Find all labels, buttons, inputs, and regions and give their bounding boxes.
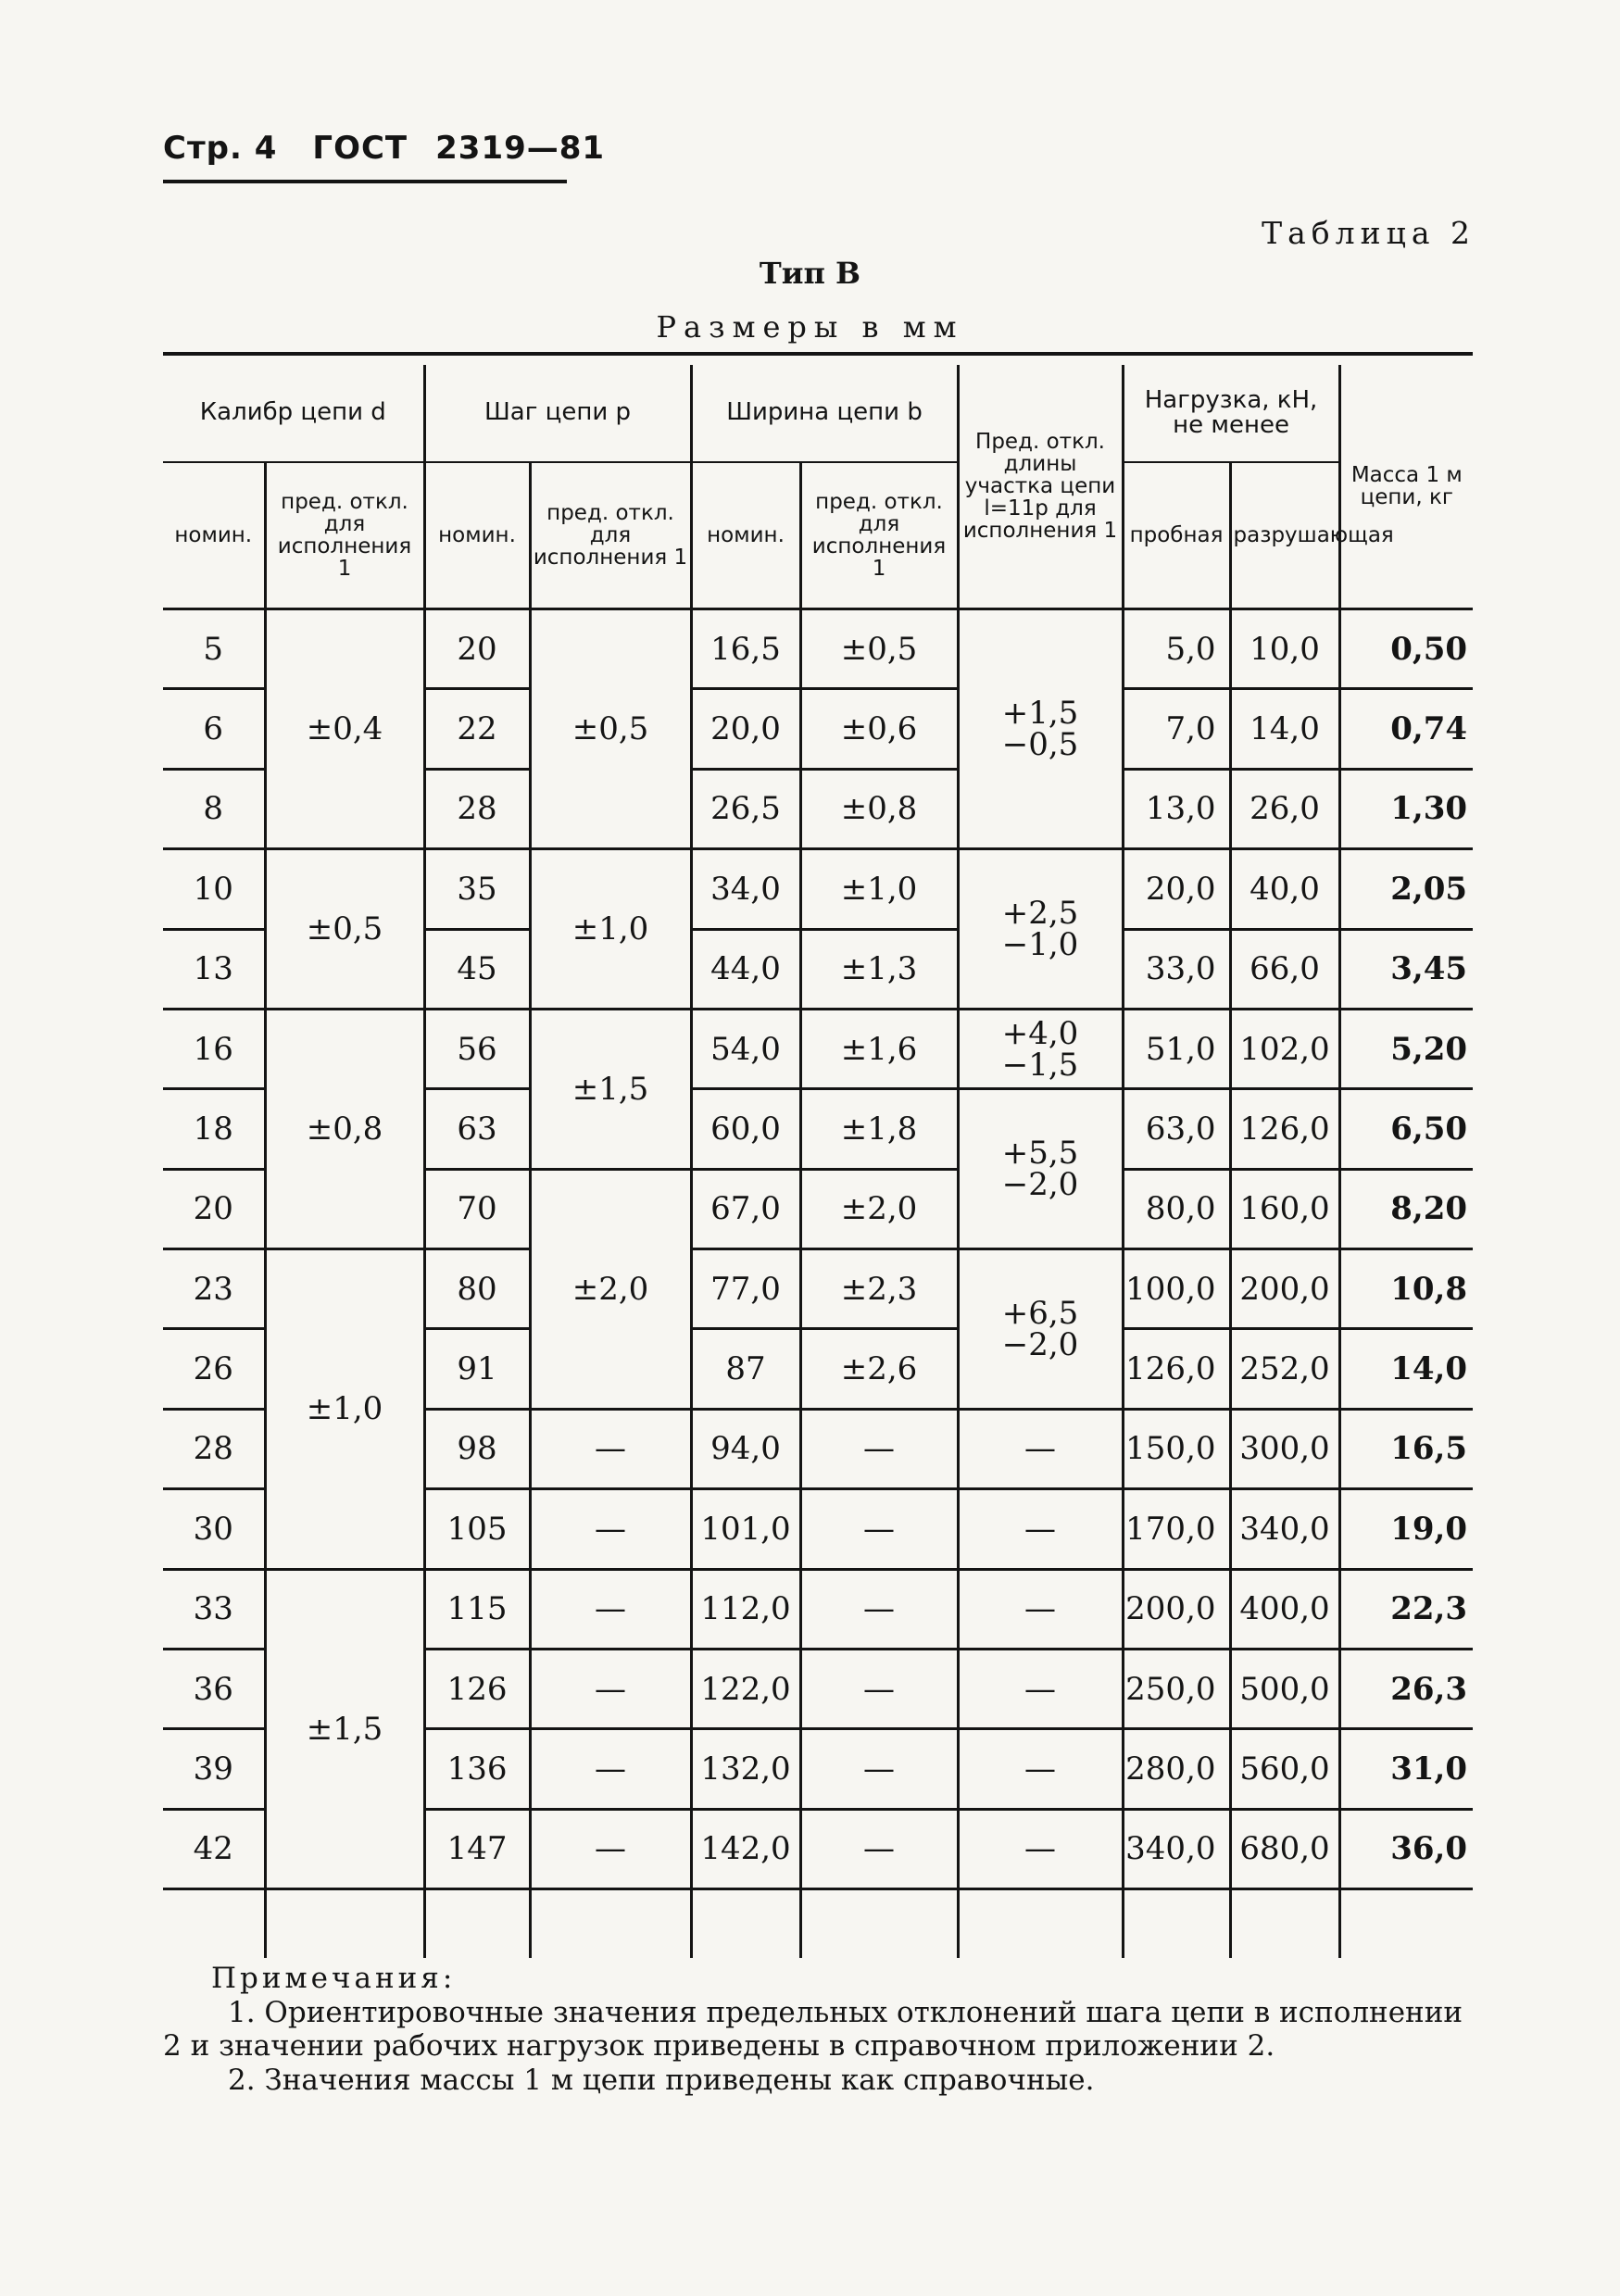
table-row [163,1009,1473,1088]
table-row [163,1249,1473,1329]
header-caliber-deviation: пред. откл. для исполнения 1 [265,462,424,609]
proof-load-cell: 51,0 [1123,1009,1230,1088]
caliber-cell: 33 [163,1569,265,1649]
length-dev-cell: — [958,1569,1123,1649]
pitch-cell: 91 [424,1329,530,1409]
pitch-cell: 126 [424,1649,530,1728]
units-label: Размеры в мм [656,309,964,345]
mass-cell: 8,20 [1339,1169,1473,1248]
pitch-cell: 70 [424,1169,530,1248]
caliber-cell: 26 [163,1329,265,1409]
breaking-load-cell: 66,0 [1230,929,1339,1009]
proof-load-cell: 340,0 [1123,1809,1230,1888]
caliber-cell: 20 [163,1169,265,1248]
pitch-cell: 80 [424,1249,530,1329]
width-cell: 87 [691,1329,800,1409]
table-row [163,609,1473,689]
caliber-cell: 5 [163,609,265,689]
notes-title: Примечания: [211,1962,457,1995]
breaking-load-cell: 252,0 [1230,1329,1339,1409]
proof-load-cell: 7,0 [1123,689,1230,769]
mass-cell: 14,0 [1339,1329,1473,1409]
width-dev-cell: ±1,6 [800,1009,958,1088]
pitch-cell: 115 [424,1569,530,1649]
table-row [163,849,1473,929]
mass-cell: 36,0 [1339,1809,1473,1888]
header-caliber-nominal: номин. [163,462,265,609]
width-cell: 54,0 [691,1009,800,1088]
pitch-dev-cell: — [530,1649,691,1728]
width-dev-cell: — [800,1649,958,1728]
pitch-cell: 56 [424,1009,530,1088]
table-label: Таблица 2 [1262,215,1476,251]
breaking-load-cell: 102,0 [1230,1009,1339,1088]
pitch-dev-cell: ±1,0 [530,849,691,1010]
width-dev-cell: — [800,1729,958,1809]
width-dev-cell: ±2,6 [800,1329,958,1409]
proof-load-cell: 5,0 [1123,609,1230,689]
width-cell: 26,5 [691,769,800,848]
length-dev-cell: +6,5 −2,0 [958,1249,1123,1410]
header-caliber: Калибр цепи d [163,365,424,462]
width-dev-cell: ±1,8 [800,1089,958,1169]
proof-load-cell: 200,0 [1123,1569,1230,1649]
width-cell: 142,0 [691,1809,800,1888]
pitch-cell: 35 [424,849,530,929]
breaking-load-cell: 340,0 [1230,1489,1339,1569]
mass-cell: 19,0 [1339,1489,1473,1569]
table-top-rule [163,352,1473,356]
mass-cell: 22,3 [1339,1569,1473,1649]
mass-cell: 16,5 [1339,1409,1473,1488]
length-dev-cell: +2,5 −1,0 [958,849,1123,1010]
breaking-load-cell: 300,0 [1230,1409,1339,1488]
mass-cell: 6,50 [1339,1089,1473,1169]
proof-load-cell: 126,0 [1123,1329,1230,1409]
caliber-cell: 13 [163,929,265,1009]
length-dev-cell: — [958,1649,1123,1728]
pitch-cell: 22 [424,689,530,769]
pitch-dev-cell: ±0,5 [530,609,691,849]
length-dev-cell: +5,5 −2,0 [958,1089,1123,1249]
header-mass: Масса 1 м цепи, кг [1339,365,1473,609]
table-bottom-space [163,1889,1473,1959]
proof-load-cell: 250,0 [1123,1649,1230,1728]
caliber-dev-cell: ±0,4 [265,609,424,849]
type-label: Тип В [759,256,861,291]
width-dev-cell: — [800,1809,958,1888]
header-load-proof: пробная [1123,462,1230,609]
mass-cell: 0,50 [1339,609,1473,689]
width-dev-cell: ±2,3 [800,1249,958,1329]
caliber-cell: 16 [163,1009,265,1088]
pitch-cell: 98 [424,1409,530,1488]
mass-cell: 5,20 [1339,1009,1473,1088]
header-width: Ширина цепи b [691,365,958,462]
width-cell: 122,0 [691,1649,800,1728]
note-item: 2. Значения массы 1 м цепи приведены как справочные. [228,2063,1095,2097]
breaking-load-cell: 10,0 [1230,609,1339,689]
width-cell: 20,0 [691,689,800,769]
caliber-cell: 8 [163,769,265,848]
width-cell: 112,0 [691,1569,800,1649]
pitch-dev-cell: — [530,1569,691,1649]
pitch-dev-cell: — [530,1409,691,1488]
mass-cell: 0,74 [1339,689,1473,769]
caliber-dev-cell: ±0,5 [265,849,424,1010]
pitch-dev-cell: ±2,0 [530,1169,691,1409]
proof-load-cell: 150,0 [1123,1409,1230,1488]
width-dev-cell: ±0,5 [800,609,958,689]
pitch-dev-cell: ±1,5 [530,1009,691,1169]
breaking-load-cell: 560,0 [1230,1729,1339,1809]
width-dev-cell: ±1,3 [800,929,958,1009]
breaking-load-cell: 500,0 [1230,1649,1339,1728]
mass-cell: 10,8 [1339,1249,1473,1329]
breaking-load-cell: 26,0 [1230,769,1339,848]
proof-load-cell: 80,0 [1123,1169,1230,1248]
proof-load-cell: 13,0 [1123,769,1230,848]
pitch-cell: 136 [424,1729,530,1809]
mass-cell: 1,30 [1339,769,1473,848]
width-dev-cell: — [800,1569,958,1649]
page-header [163,130,605,167]
length-dev-cell: — [958,1409,1123,1488]
width-cell: 132,0 [691,1729,800,1809]
breaking-load-cell: 680,0 [1230,1809,1339,1888]
pitch-dev-cell: — [530,1489,691,1569]
pitch-dev-cell: — [530,1809,691,1888]
caliber-cell: 36 [163,1649,265,1728]
caliber-cell: 39 [163,1729,265,1809]
proof-load-cell: 33,0 [1123,929,1230,1009]
length-dev-cell: — [958,1489,1123,1569]
width-dev-cell: ±2,0 [800,1169,958,1248]
caliber-dev-cell: ±1,0 [265,1249,424,1570]
caliber-cell: 30 [163,1489,265,1569]
proof-load-cell: 280,0 [1123,1729,1230,1809]
mass-cell: 31,0 [1339,1729,1473,1809]
width-dev-cell: ±0,8 [800,769,958,848]
caliber-cell: 23 [163,1249,265,1329]
caliber-dev-cell: ±1,5 [265,1569,424,1889]
proof-load-cell: 20,0 [1123,849,1230,929]
caliber-cell: 10 [163,849,265,929]
mass-cell: 2,05 [1339,849,1473,929]
breaking-load-cell: 400,0 [1230,1569,1339,1649]
width-cell: 34,0 [691,849,800,929]
header-pitch-deviation: пред. откл. для исполнения 1 [530,462,691,609]
header-pitch: Шаг цепи p [424,365,691,462]
length-dev-cell: — [958,1809,1123,1888]
header-load-breaking: разрушающая [1230,462,1339,609]
caliber-dev-cell: ±0,8 [265,1009,424,1248]
breaking-load-cell: 40,0 [1230,849,1339,929]
caliber-cell: 28 [163,1409,265,1488]
header-load: Нагрузка, кН, не менее [1123,365,1339,462]
breaking-load-cell: 200,0 [1230,1249,1339,1329]
dimensions-table [163,365,1473,1958]
caliber-cell: 42 [163,1809,265,1888]
caliber-cell: 6 [163,689,265,769]
width-cell: 16,5 [691,609,800,689]
header-width-deviation: пред. откл. для исполнения 1 [800,462,958,609]
length-dev-cell: +1,5 −0,5 [958,609,1123,849]
caliber-cell: 18 [163,1089,265,1169]
width-cell: 60,0 [691,1089,800,1169]
pitch-cell: 28 [424,769,530,848]
breaking-load-cell: 160,0 [1230,1169,1339,1248]
proof-load-cell: 100,0 [1123,1249,1230,1329]
proof-load-cell: 170,0 [1123,1489,1230,1569]
width-cell: 44,0 [691,929,800,1009]
table-row [163,1569,1473,1649]
width-cell: 67,0 [691,1169,800,1248]
note-item: 1. Ориентировочные значения предельных отклонений шага цепи в исполнении 2 и значении рабочих нагрузок приведены в справочном приложении 2. [163,1995,1463,2064]
width-dev-cell: — [800,1489,958,1569]
pitch-cell: 45 [424,929,530,1009]
breaking-load-cell: 126,0 [1230,1089,1339,1169]
notes-block [163,1962,1478,2097]
width-cell: 77,0 [691,1249,800,1329]
header-width-nominal: номин. [691,462,800,609]
header-length-deviation: Пред. откл. длины участка цепи l=11p для исполнения 1 [958,365,1123,609]
mass-cell: 3,45 [1339,929,1473,1009]
breaking-load-cell: 14,0 [1230,689,1339,769]
width-dev-cell: ±0,6 [800,689,958,769]
width-dev-cell: ±1,0 [800,849,958,929]
proof-load-cell: 63,0 [1123,1089,1230,1169]
page-number: Стр. 4 [163,130,278,167]
standard-name: ГОСТ [312,130,408,167]
pitch-cell: 147 [424,1809,530,1888]
pitch-dev-cell: — [530,1729,691,1809]
standard-number: 2319—81 [435,130,606,167]
width-dev-cell: — [800,1409,958,1488]
pitch-cell: 105 [424,1489,530,1569]
header-pitch-nominal: номин. [424,462,530,609]
width-cell: 101,0 [691,1489,800,1569]
pitch-cell: 63 [424,1089,530,1169]
length-dev-cell: +4,0 −1,5 [958,1009,1123,1088]
length-dev-cell: — [958,1729,1123,1809]
mass-cell: 26,3 [1339,1649,1473,1728]
header-rule [163,180,567,183]
width-cell: 94,0 [691,1409,800,1488]
pitch-cell: 20 [424,609,530,689]
